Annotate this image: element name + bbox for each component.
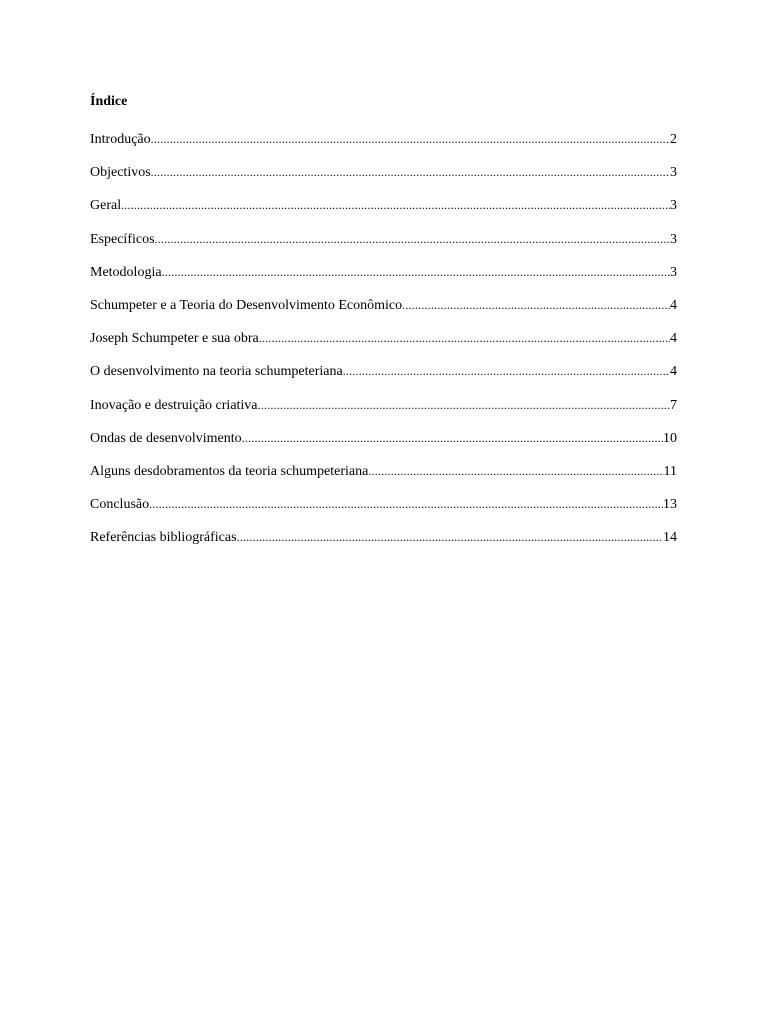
toc-entry-label: Conclusão [90, 497, 150, 513]
toc-leader-dots [259, 328, 670, 348]
toc-entry[interactable] [90, 162, 677, 195]
toc-entry-label: Alguns desdobramentos da teoria schumpeteriana [90, 463, 369, 479]
toc-leader-dots [402, 295, 670, 315]
toc-entry-page: 13 [663, 497, 677, 513]
toc-entry-label: Referências bibliográficas [90, 530, 237, 546]
toc-leader-dots [258, 395, 670, 415]
toc-entry-label: Ondas de desenvolvimento [90, 430, 242, 446]
toc-entry-page: 3 [670, 198, 677, 214]
toc-entry[interactable] [90, 129, 677, 162]
toc-list [90, 129, 677, 560]
toc-leader-dots [237, 527, 663, 547]
toc-entry-label: Schumpeter e a Teoria do Desenvolvimento Econômico [90, 297, 403, 313]
toc-entry-page: 4 [670, 331, 677, 347]
toc-entry-page: 7 [670, 397, 677, 413]
toc-entry[interactable] [90, 262, 677, 295]
toc-entry-page: 3 [670, 165, 677, 181]
table-of-contents [90, 92, 677, 560]
toc-leader-dots [368, 461, 663, 481]
toc-entry-label: Metodologia [90, 264, 162, 280]
toc-leader-dots [151, 162, 670, 182]
toc-entry-page: 11 [663, 463, 677, 479]
toc-entry[interactable] [90, 494, 677, 527]
toc-leader-dots [162, 262, 670, 282]
toc-entry-label: Geral [90, 198, 122, 214]
toc-entry-page: 3 [670, 264, 677, 280]
toc-leader-dots [121, 195, 670, 215]
toc-entry-label: Joseph Schumpeter e sua obra [90, 331, 259, 347]
toc-leader-dots [151, 129, 670, 149]
toc-entry[interactable] [90, 395, 677, 428]
toc-entry-label: Introdução [90, 132, 151, 147]
toc-entry-page: 4 [670, 297, 677, 313]
toc-entry-label: O desenvolvimento na teoria schumpeteriana [90, 364, 343, 380]
toc-entry[interactable] [90, 229, 677, 262]
toc-entry-page: 2 [670, 132, 677, 147]
toc-entry-page: 10 [663, 430, 677, 446]
toc-entry-page: 3 [670, 231, 677, 247]
toc-entry[interactable] [90, 328, 677, 361]
toc-entry[interactable] [90, 461, 677, 494]
toc-entry-label: Objectivos [90, 165, 151, 181]
toc-entry[interactable] [90, 428, 677, 461]
toc-entry[interactable] [90, 527, 677, 560]
toc-title: Índice [90, 94, 128, 109]
toc-leader-dots [155, 229, 670, 249]
toc-entry-label: Específicos [90, 231, 155, 247]
toc-leader-dots [149, 494, 663, 514]
toc-entry-page: 4 [670, 364, 677, 380]
toc-entry-page: 14 [663, 530, 677, 546]
toc-entry[interactable] [90, 295, 677, 328]
toc-entry[interactable] [90, 195, 677, 228]
toc-entry-label: Inovação e destruição criativa [90, 397, 258, 413]
toc-leader-dots [242, 428, 663, 448]
toc-entry[interactable] [90, 361, 677, 394]
toc-leader-dots [343, 361, 670, 381]
